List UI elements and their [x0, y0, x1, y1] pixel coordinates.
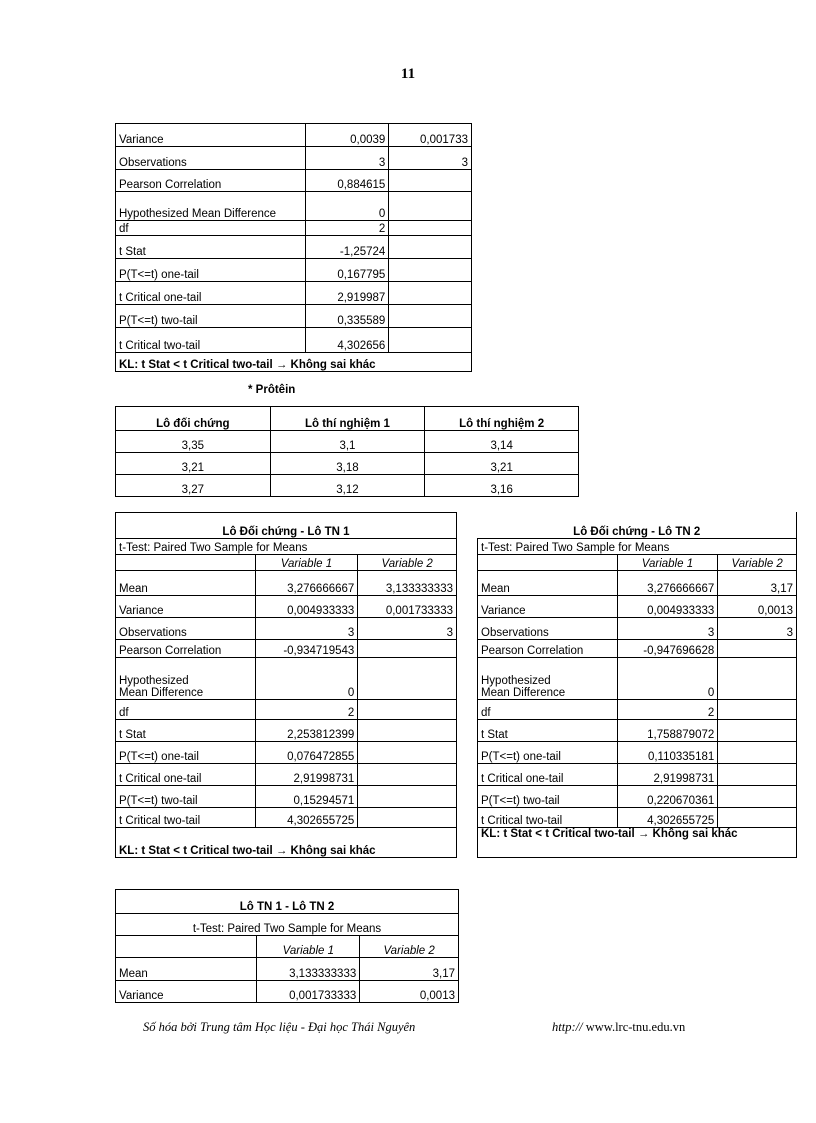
row-label: df — [116, 221, 306, 236]
value-variable-2 — [389, 170, 472, 192]
table-row — [116, 640, 457, 658]
value-variable-2 — [389, 282, 472, 305]
cell: 3,16 — [425, 475, 579, 497]
value-variable-2: 3,133333333 — [358, 571, 457, 596]
footer-url[interactable] — [552, 1020, 685, 1035]
row-label: P(T<=t) one-tail — [478, 741, 618, 763]
value-variable-1: 2 — [617, 699, 718, 719]
ttest-control-vs-trial2 — [477, 512, 797, 858]
table-row — [116, 808, 457, 828]
value-variable-2 — [389, 236, 472, 259]
value-variable-1: 0,15294571 — [255, 786, 358, 808]
variable-2-header: Variable 2 — [358, 555, 457, 571]
value-variable-1: 3 — [255, 618, 358, 640]
variable-1-header: Variable 1 — [617, 554, 718, 570]
ttest-body — [478, 570, 797, 827]
section-heading-protein: * Prôtêin — [248, 384, 296, 396]
row-label: Observations — [116, 618, 256, 640]
row-label: Hypothesized Mean Difference — [478, 657, 618, 699]
table-row — [116, 328, 472, 353]
value-variable-1: 0,076472855 — [255, 742, 358, 764]
row-label: Observations — [478, 617, 618, 639]
cell: 3,21 — [425, 453, 579, 475]
header-trial-lot-1: Lô thí nghiệm 1 — [270, 407, 425, 431]
ttest-body — [116, 958, 459, 1003]
row-label: t Critical two-tail — [116, 328, 306, 353]
value-variable-1: -0,947696628 — [617, 639, 718, 657]
top-ttest-table — [115, 123, 472, 372]
table-row — [478, 657, 797, 699]
table-row — [116, 431, 579, 453]
value-variable-1: 3 — [617, 617, 718, 639]
cell: 3,18 — [270, 453, 425, 475]
table-row — [116, 259, 472, 282]
ttest-body — [116, 571, 457, 828]
table-row — [116, 192, 472, 221]
row-label: Mean — [116, 571, 256, 596]
value-variable-1: 3,133333333 — [257, 958, 360, 981]
row-label: P(T<=t) two-tail — [116, 786, 256, 808]
ttest-trial1-vs-trial2 — [115, 889, 459, 1003]
value-variable-2 — [358, 720, 457, 742]
value-variable-2 — [389, 192, 472, 221]
value-variable-1: 0,167795 — [305, 259, 389, 282]
row-label: Mean — [116, 958, 257, 981]
row-label: df — [116, 700, 256, 720]
value-variable-2: 0,001733 — [389, 124, 472, 147]
table-title: Lô TN 1 - Lô TN 2 — [116, 890, 459, 914]
value-variable-1: 0,220670361 — [617, 785, 718, 807]
table-row — [116, 786, 457, 808]
table-row — [116, 571, 457, 596]
value-variable-2 — [358, 786, 457, 808]
row-label: t Critical two-tail — [116, 808, 256, 828]
table-row — [116, 658, 457, 700]
row-label: t Critical one-tail — [478, 763, 618, 785]
value-variable-1: 4,302655725 — [255, 808, 358, 828]
value-variable-2 — [718, 639, 797, 657]
table-row — [116, 981, 459, 1003]
row-label: Variance — [478, 595, 618, 617]
variable-2-header: Variable 2 — [360, 936, 459, 958]
table-row — [116, 124, 472, 147]
value-variable-2: 0,0013 — [360, 981, 459, 1003]
value-variable-2: 0,001733333 — [358, 596, 457, 618]
ttest-control-vs-trial1 — [115, 512, 457, 858]
variable-2-header: Variable 2 — [718, 554, 797, 570]
table-row — [116, 700, 457, 720]
footer-source: Số hóa bởi Trung tâm Học liệu - Đại học Thái Nguyên — [143, 1020, 416, 1034]
header-control-lot: Lô đối chứng — [116, 407, 271, 431]
table-row — [116, 170, 472, 192]
value-variable-2 — [718, 785, 797, 807]
table-row — [116, 236, 472, 259]
variable-1-header: Variable 1 — [255, 555, 358, 571]
row-label: P(T<=t) two-tail — [478, 785, 618, 807]
value-variable-2 — [718, 657, 797, 699]
row-label: P(T<=t) two-tail — [116, 305, 306, 328]
row-label: Pearson Correlation — [116, 170, 306, 192]
table-row — [116, 282, 472, 305]
row-label: Mean — [478, 570, 618, 595]
value-variable-1: 2 — [305, 221, 389, 236]
value-variable-2: 0,0013 — [718, 595, 797, 617]
table-row — [116, 453, 579, 475]
value-variable-2 — [718, 699, 797, 719]
table-row — [478, 570, 797, 595]
conclusion: KL: t Stat < t Critical two-tail → Không sai khác — [116, 828, 457, 858]
url-prefix: http:// — [552, 1020, 583, 1034]
table-row — [478, 719, 797, 741]
value-variable-1: 0 — [305, 192, 389, 221]
value-variable-1: 4,302655725 — [617, 807, 718, 827]
value-variable-1: 1,758879072 — [617, 719, 718, 741]
value-variable-1: 0 — [617, 657, 718, 699]
value-variable-1: 0 — [255, 658, 358, 700]
value-variable-1: 0,004933333 — [255, 596, 358, 618]
row-label: Pearson Correlation — [478, 639, 618, 657]
row-label: Variance — [116, 981, 257, 1003]
conclusion: KL: t Stat < t Critical two-tail → Không sai khác — [478, 827, 797, 857]
url-text: www.lrc-tnu.edu.vn — [582, 1020, 686, 1034]
value-variable-1: 3 — [305, 147, 389, 170]
value-variable-2: 3 — [718, 617, 797, 639]
row-label: t Critical two-tail — [478, 807, 618, 827]
row-label: P(T<=t) one-tail — [116, 742, 256, 764]
protein-table — [115, 406, 579, 497]
value-variable-1: 3,276666667 — [255, 571, 358, 596]
table-row — [478, 699, 797, 719]
table-row — [116, 221, 472, 236]
table-row — [478, 807, 797, 827]
row-label: Pearson Correlation — [116, 640, 256, 658]
table-row — [478, 617, 797, 639]
table-row — [116, 596, 457, 618]
value-variable-2 — [358, 764, 457, 786]
table-row — [478, 741, 797, 763]
value-variable-2 — [358, 640, 457, 658]
value-variable-1: 0,110335181 — [617, 741, 718, 763]
value-variable-2: 3,17 — [360, 958, 459, 981]
value-variable-1: 2 — [255, 700, 358, 720]
value-variable-2 — [389, 305, 472, 328]
cell: 3,21 — [116, 453, 271, 475]
table-row — [478, 595, 797, 617]
value-variable-2 — [358, 742, 457, 764]
cell: 3,27 — [116, 475, 271, 497]
value-variable-1: 2,91998731 — [255, 764, 358, 786]
cell: 3,1 — [270, 431, 425, 453]
value-variable-2: 3,17 — [718, 570, 797, 595]
row-label: t Critical one-tail — [116, 764, 256, 786]
row-label: t Stat — [116, 236, 306, 259]
cell: 3,35 — [116, 431, 271, 453]
table-row — [478, 763, 797, 785]
value-variable-1: 2,919987 — [305, 282, 389, 305]
row-label: Hypothesized Mean Difference — [116, 658, 256, 700]
value-variable-1: 0,001733333 — [257, 981, 360, 1003]
row-label: t Stat — [478, 719, 618, 741]
table-subtitle: t-Test: Paired Two Sample for Means — [116, 539, 457, 555]
table-row — [116, 305, 472, 328]
value-variable-1: 4,302656 — [305, 328, 389, 353]
cell: 3,14 — [425, 431, 579, 453]
row-label: Variance — [116, 596, 256, 618]
table-row — [116, 147, 472, 170]
value-variable-1: 0,0039 — [305, 124, 389, 147]
value-variable-2 — [358, 658, 457, 700]
value-variable-2 — [718, 807, 797, 827]
table-row — [478, 785, 797, 807]
value-variable-1: -1,25724 — [305, 236, 389, 259]
table-row — [116, 720, 457, 742]
page-number: 11 — [400, 66, 416, 82]
table-row — [478, 639, 797, 657]
header-trial-lot-2: Lô thí nghiệm 2 — [425, 407, 579, 431]
value-variable-2 — [358, 808, 457, 828]
value-variable-2: 3 — [389, 147, 472, 170]
value-variable-2 — [718, 763, 797, 785]
row-label: P(T<=t) one-tail — [116, 259, 306, 282]
row-label: Variance — [116, 124, 306, 147]
table-row — [116, 618, 457, 640]
row-label: Observations — [116, 147, 306, 170]
value-variable-2: 3 — [358, 618, 457, 640]
value-variable-1: 2,91998731 — [617, 763, 718, 785]
value-variable-1: -0,934719543 — [255, 640, 358, 658]
table-subtitle: t-Test: Paired Two Sample for Means — [478, 538, 797, 554]
table-title: Lô Đối chứng - Lô TN 1 — [116, 513, 457, 539]
table-subtitle: t-Test: Paired Two Sample for Means — [116, 914, 459, 936]
row-label: Hypothesized Mean Difference — [116, 192, 306, 221]
row-label: t Critical one-tail — [116, 282, 306, 305]
value-variable-2 — [389, 328, 472, 353]
value-variable-2 — [718, 741, 797, 763]
value-variable-1: 0,004933333 — [617, 595, 718, 617]
top-table-body — [116, 124, 472, 353]
value-variable-1: 0,884615 — [305, 170, 389, 192]
table-row — [116, 475, 579, 497]
value-variable-1: 0,335589 — [305, 305, 389, 328]
cell: 3,12 — [270, 475, 425, 497]
variable-1-header: Variable 1 — [257, 936, 360, 958]
value-variable-1: 2,253812399 — [255, 720, 358, 742]
value-variable-1: 3,276666667 — [617, 570, 718, 595]
row-label: df — [478, 699, 618, 719]
value-variable-2 — [389, 259, 472, 282]
table-row — [116, 958, 459, 981]
value-variable-2 — [389, 221, 472, 236]
row-label: t Stat — [116, 720, 256, 742]
table-row — [116, 764, 457, 786]
value-variable-2 — [358, 700, 457, 720]
conclusion: KL: t Stat < t Critical two-tail → Không sai khác — [116, 353, 472, 372]
table-title: Lô Đối chứng - Lô TN 2 — [478, 512, 797, 538]
value-variable-2 — [718, 719, 797, 741]
table-row — [116, 742, 457, 764]
